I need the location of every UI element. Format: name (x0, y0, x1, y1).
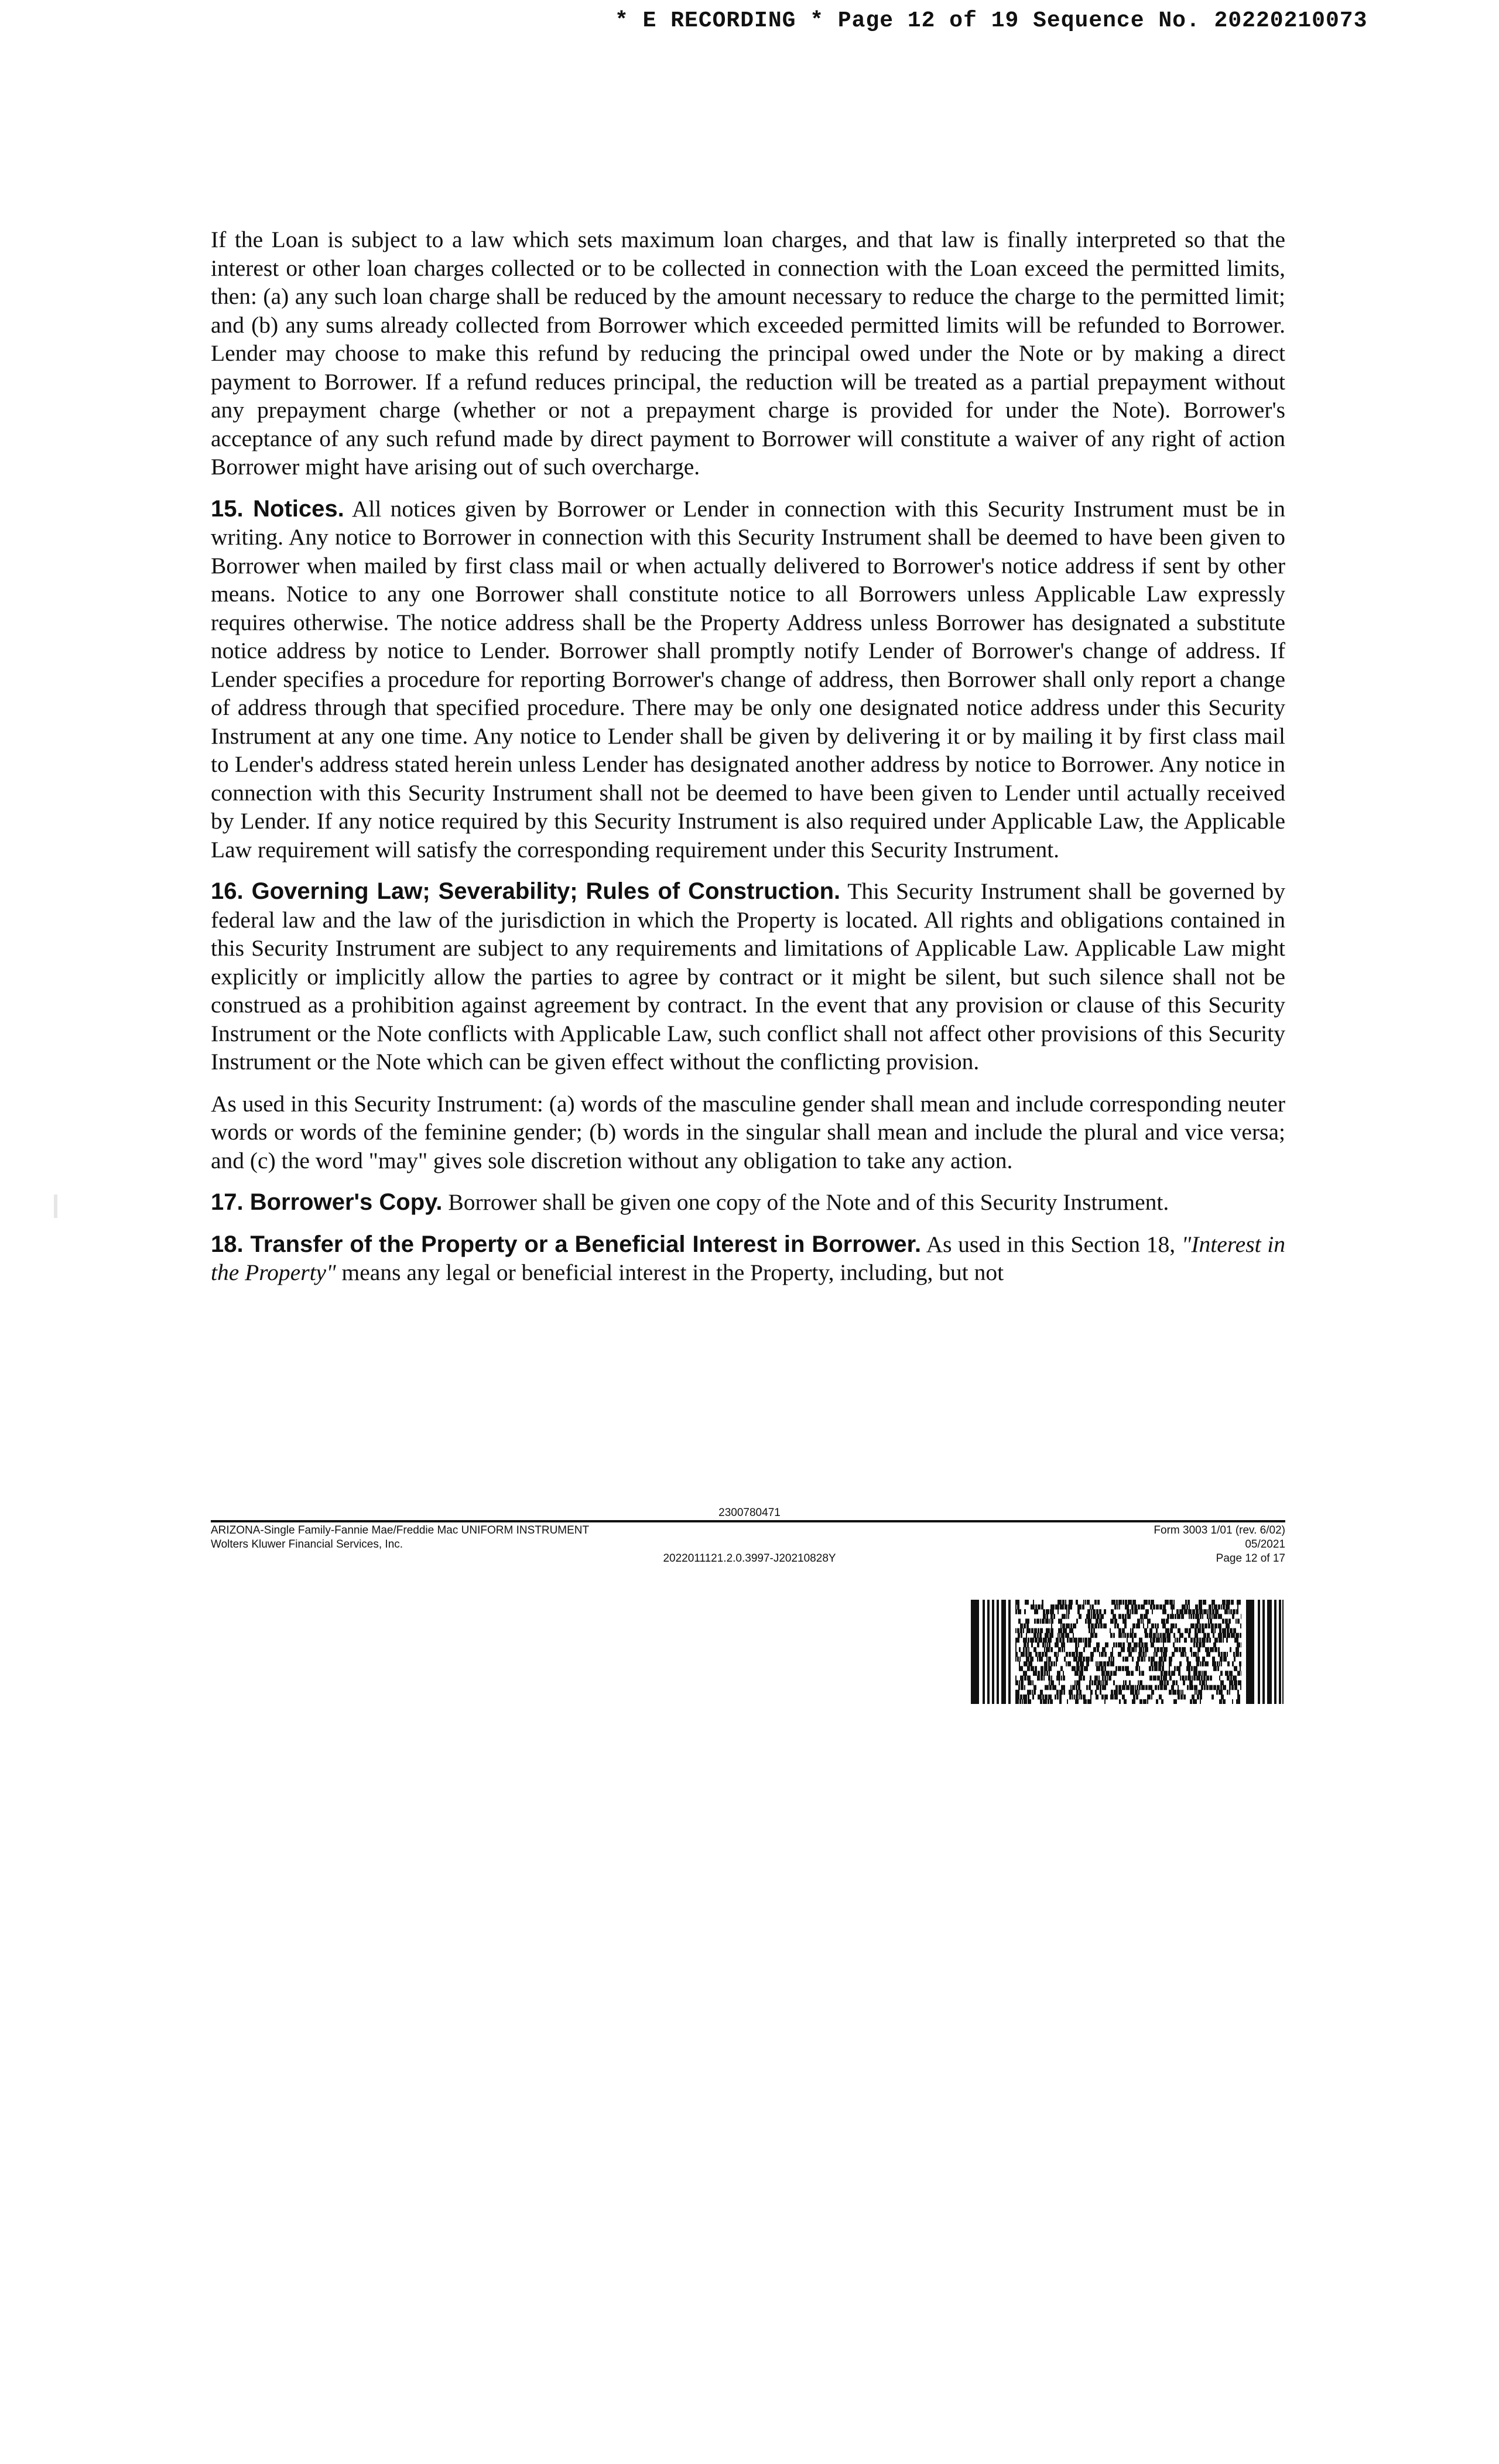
section-17-heading: 17. Borrower's Copy. (211, 1189, 443, 1215)
section-16-governing-law (211, 877, 1285, 1076)
footer-publisher: Wolters Kluwer Financial Services, Inc. (211, 1538, 403, 1551)
section-15-text: All notices given by Borrower or Lender in connection with this Security Instrument must be in writing. Any notice to Borrower in connection with this Security Instrument shall be deemed to have been given to Borrower when mailed by first class mail or when actually delivered to Borrower's notice address if sent by other means. Notice to any one Borrower shall constitute notice to all Borrowers unless Applicable Law expressly requires otherwise. The notice address shall be the Property Address unless Borrower has designated a substitute notice address by notice to Lender. Borrower shall promptly notify Lender of Borrower's change of address. If Lender specifies a procedure for reporting Borrower's change of address, then Borrower shall only report a change of address through that specified procedure. There may be only one designated notice address under this Security Instrument at any one time. Any notice to Lender shall be given by delivering it or by mailing it by first class mail to Lender's address stated herein unless Lender has designated another address by notice to Borrower. Any notice in connection with this Security Instrument shall not be deemed to have been given to Lender until actually received by Lender. If any notice required by this Security Instrument is also required under Applicable Law, the Applicable Law requirement will satisfy the corresponding requirement under this Security Instrument. (211, 495, 1285, 863)
recording-header: * E RECORDING * Page 12 of 19 Sequence No. 20220210073 (615, 8, 1368, 33)
paragraph-rules-of-construction: As used in this Security Instrument: (a) words of the masculine gender shall mean and include corresponding neuter words or words of the feminine gender; (b) words in the singular shall mean and include the plural and vice versa; and (c) the word "may" gives sole discretion without any obligation to take any action. (211, 1090, 1285, 1173)
document-body (211, 225, 1285, 1301)
footer-doc-code: 2022011121.2.0.3997-J20210828Y (663, 1552, 836, 1565)
footer-form-number: Form 3003 1/01 (rev. 6/02) (1154, 1524, 1285, 1536)
paragraph-loan-charges: If the Loan is subject to a law which sets maximum loan charges, and that law is finally interpreted so that the interest or other loan charges collected or to be collected in connection with the Loan exceed the permitted limits, then: (a) any such loan charge shall be reduced by the amount necessary to reduce the charge to the permitted limit; and (b) any sums already collected from Borrower which exceeded permitted limits will be refunded to Borrower. Lender may choose to make this refund by reducing the principal owed under the Note or by making a direct payment to Borrower. If a refund reduces principal, the reduction will be treated as a partial prepayment without any prepayment charge (whether or not a prepayment charge is provided for under the Note). Borrower's acceptance of any such refund made by direct payment to Borrower will constitute a waiver of any right of action Borrower might have arising out of such overcharge. (211, 227, 1285, 480)
scan-artifact (54, 1195, 57, 1218)
section-15-heading: 15. Notices. (211, 495, 344, 522)
section-18-text-b: means any legal or beneficial interest in the Property, including, but not (341, 1260, 1004, 1285)
section-17-borrowers-copy (211, 1188, 1285, 1217)
page-footer (211, 1506, 1285, 1566)
footer-form-page: Page 12 of 17 (1216, 1552, 1285, 1565)
section-16-text: This Security Instrument shall be governed by federal law and the law of the jurisdiction in which the Property is located. All rights and obligations contained in this Security Instrument are subject to any requirements and limitations of Applicable Law. Applicable Law might explicitly or implicitly allow the parties to agree by contract or it might be silent, but such silence shall not be construed as a prohibition against agreement by contract. In the event that any provision or clause of this Security Instrument or the Note conflicts with Applicable Law, such conflict shall not affect other provisions of this Security Instrument or the Note which can be given effect without the conflicting provision. (211, 878, 1285, 1074)
section-18-defined-term: "Interest in the Property" (211, 1231, 1285, 1285)
section-15-notices (211, 495, 1285, 864)
section-17-text: Borrower shall be given one copy of the Note and of this Security Instrument. (448, 1189, 1169, 1215)
footer-form-date: 05/2021 (1245, 1538, 1285, 1551)
section-18-text-a: As used in this Section 18, (926, 1231, 1176, 1257)
footer-rule (211, 1520, 1285, 1522)
section-18-heading: 18. Transfer of the Property or a Beneficial Interest in Borrower. (211, 1231, 922, 1257)
section-16-heading: 16. Governing Law; Severability; Rules of Construction. (211, 878, 841, 904)
footer-instrument-title: ARIZONA-Single Family-Fannie Mae/Freddie Mac UNIFORM INSTRUMENT (211, 1524, 590, 1536)
barcode-icon (971, 1600, 1284, 1704)
section-18-transfer (211, 1230, 1285, 1287)
footer-loan-number: 2300780471 (718, 1507, 781, 1519)
